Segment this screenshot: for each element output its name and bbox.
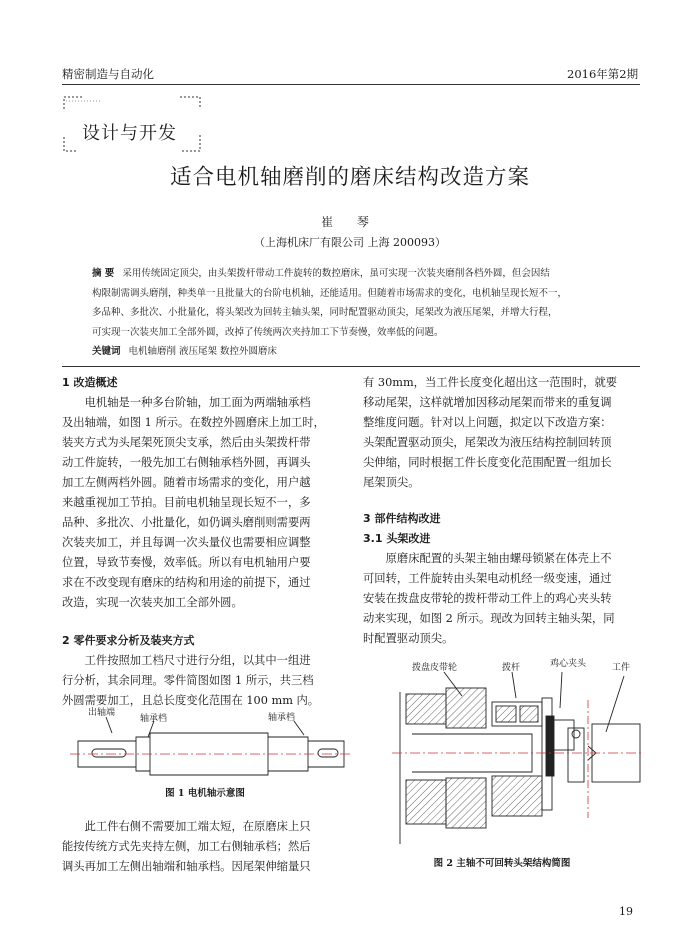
paper-title: 适合电机轴磨削的磨床结构改造方案 bbox=[169, 165, 530, 190]
body-line: 品种、多批次、小批量化，如仍调头磨削则需要两 bbox=[62, 516, 311, 529]
body-line: 加工左侧两档外圆。随着市场需求的变化，用户越 bbox=[62, 476, 311, 489]
issue-label: 2016年第2期 bbox=[567, 67, 639, 81]
fig1-label-output-end: 出轴端 bbox=[88, 708, 116, 718]
keywords-label: 关键词 bbox=[92, 346, 121, 357]
body-line: 尾架顶尖。 bbox=[363, 476, 420, 489]
fig2-label-pulley: 拨盘皮带轮 bbox=[412, 663, 458, 673]
body-line: 电机轴是一种多台阶轴，加工面为两端轴承档 bbox=[84, 396, 311, 409]
author: 崔 琴 bbox=[321, 215, 379, 229]
left-column-end bbox=[62, 817, 348, 877]
body-line: 原磨床配置的头架主轴由螺母锁紧在体壳上不 bbox=[385, 552, 612, 565]
body-line: 动来实现，如图 2 所示。现改为回转主轴头架，同 bbox=[363, 612, 615, 625]
affiliation: （上海机床厂有限公司 上海 200093） bbox=[254, 236, 446, 249]
section-label: 设计与开发 bbox=[82, 123, 177, 144]
abstract-label: 摘 要 bbox=[92, 268, 115, 279]
abstract-line-2: 构限制需调头磨削，种类单一且批量大的台阶电机轴，还能适用。但随着市场需求的变化，电机轴呈现长短不一， bbox=[92, 287, 568, 299]
body-line: 次装夹加工，并且每调一次头量仪也需要相应调整 bbox=[62, 536, 311, 549]
section-1-heading: 1 改造概述 bbox=[62, 376, 118, 389]
body-line: 安装在拨盘皮带轮的拨杆带动工件上的鸡心夹头转 bbox=[363, 592, 612, 605]
abstract-rule bbox=[62, 366, 640, 367]
abstract-line-4: 可实现一次装夹加工全部外圆，改掉了传统两次夹持加工下节奏慢，效率低的问题。 bbox=[92, 326, 444, 338]
body-line: 装夹方式为头尾架死顶尖支承，然后由头架拨杆带 bbox=[62, 436, 311, 449]
body-line: 尖伸缩，同时根据工件长度变化范围配置一组加长 bbox=[363, 456, 612, 469]
right-column bbox=[363, 373, 641, 649]
keywords-line bbox=[92, 342, 622, 362]
body-line: 行分析，其余同理。零件简图如图 1 所示，共三档 bbox=[62, 674, 314, 687]
body-line: 可回转，工件旋转由头架电动机经一级变速，通过 bbox=[363, 572, 612, 585]
section-2-heading: 2 零件要求分析及装夹方式 bbox=[62, 634, 195, 647]
body-line: 头架配置驱动顶尖，尾架改为液压结构控制回转顶 bbox=[363, 436, 612, 449]
fig2-label-dog-clamp: 鸡心夹头 bbox=[550, 659, 587, 669]
fig2-headstock-drawing bbox=[392, 668, 642, 848]
section-3-1-heading: 3.1 头架改进 bbox=[363, 532, 431, 545]
body-line: 及出轴端，如图 1 所示。在数控外圆磨床上加工时， bbox=[62, 416, 325, 429]
journal-name: 精密制造与自动化 bbox=[62, 67, 154, 81]
body-line: 调头再加工左侧出轴端和轴承档。因尾架伸缩量只 bbox=[62, 860, 311, 873]
body-line: 来越重视加工节拍。目前电机轴呈现长短不一，多 bbox=[62, 496, 311, 509]
body-line: 时配置驱动顶尖。 bbox=[363, 632, 454, 645]
body-line: 外圆需要加工，且总长度变化范围在 100 mm 内。 bbox=[62, 694, 320, 707]
body-line: 动工件旋转，一般先加工右侧轴承档外圆，再调头 bbox=[62, 456, 311, 469]
fig1-shaft-drawing bbox=[68, 715, 353, 785]
header-rule bbox=[62, 84, 640, 85]
fig2-label-driving-pin: 拨杆 bbox=[502, 663, 521, 673]
abstract-line-1: 摘 要 采用传统固定顶尖，由头架拨杆带动工件旋转的数控磨床，虽可实现一次装夹磨削各档外圆，但会因结 bbox=[92, 268, 550, 279]
left-column bbox=[62, 373, 348, 711]
section-3-heading: 3 部件结构改进 bbox=[363, 512, 441, 525]
body-line: 求在不改变现有磨床的结构和用途的前提下，通过 bbox=[62, 576, 311, 589]
body-line: 改造，实现一次装夹加工全部外圆。 bbox=[62, 596, 243, 609]
body-line: 能按传统方式先夹持左侧，加工右侧轴承档；然后 bbox=[62, 840, 311, 853]
abstract-line-3: 多品种、多批次、小批量化，将头架改为回转主轴头架，同时配置驱动顶尖，尾架改为液压尾架，并增大行程， bbox=[92, 307, 558, 318]
fig2-caption: 图 2 主轴不可回转头架结构简图 bbox=[433, 858, 571, 869]
body-line: 位置，导致节奏慢，效率低。所以有电机轴用户要 bbox=[62, 556, 311, 569]
keywords: 电机轴磨削 液压尾架 数控外圆磨床 bbox=[128, 346, 278, 357]
fig1-caption: 图 1 电机轴示意图 bbox=[165, 788, 245, 799]
body-line: 工件按照加工档尺寸进行分组，以其中一组进 bbox=[84, 654, 311, 667]
fig1-label-bearing-left: 轴承档 bbox=[140, 714, 168, 724]
body-line: 整维度问题。针对以上问题，拟定以下改造方案： bbox=[363, 416, 612, 429]
fig1-label-bearing-right: 轴承档 bbox=[268, 713, 296, 723]
body-line: 有 30mm，当工件长度变化超出这一范围时，就要 bbox=[363, 376, 618, 389]
abstract bbox=[92, 264, 622, 362]
body-line: 此工件右侧不需要加工端太短，在原磨床上只 bbox=[84, 820, 311, 833]
page-number: 19 bbox=[619, 905, 633, 918]
body-line: 移动尾架，这样就增加因移动尾架而带来的重复调 bbox=[363, 396, 612, 409]
fig2-label-workpiece: 工件 bbox=[612, 663, 631, 673]
